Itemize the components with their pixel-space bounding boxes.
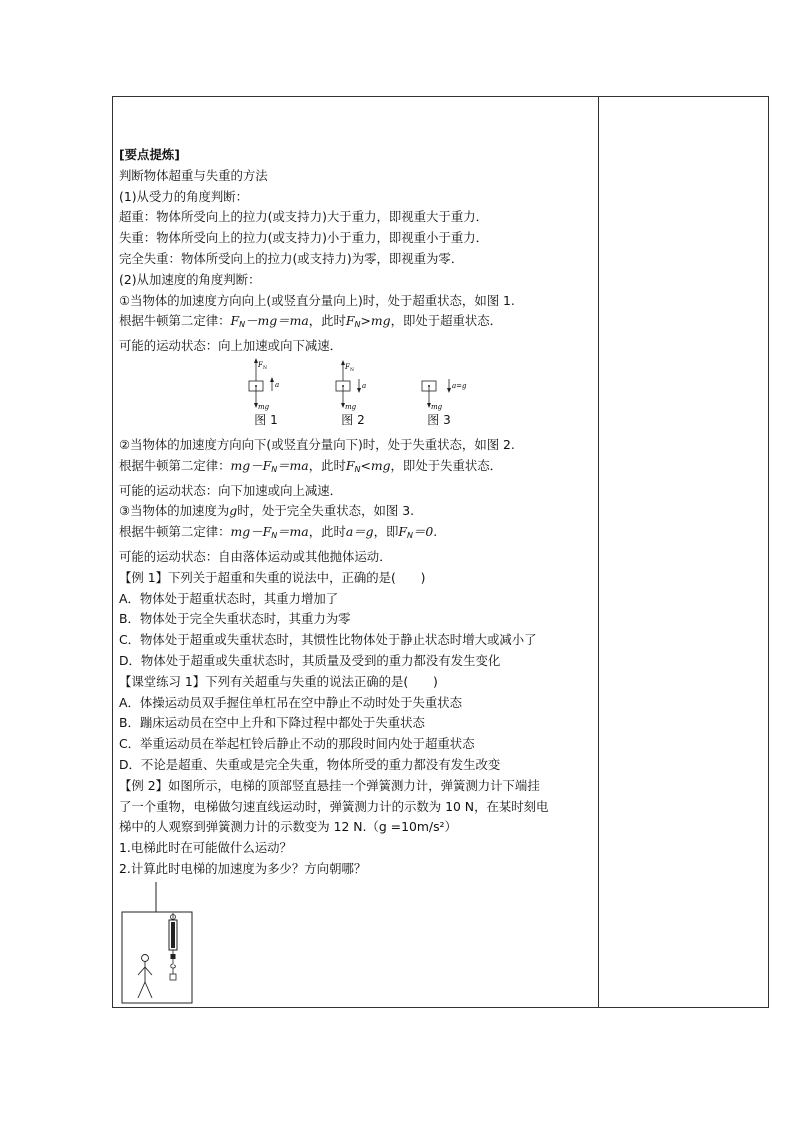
figure-3-caption: 图 3	[427, 412, 451, 427]
elevator-icon	[121, 882, 193, 1004]
figure-2	[330, 357, 410, 433]
text-line: 可能的运动状态：向上加速或向下减速．	[119, 338, 343, 354]
force-diagram-2-icon	[330, 357, 390, 413]
formula-line: ③当物体的加速度为g时，处于完全失重状态，如图 3.	[119, 503, 415, 519]
force-diagram-1-icon	[243, 357, 303, 413]
mg-label: mg	[431, 402, 443, 411]
text-line: ②当物体的加速度方向向下(或竖直分量向下)时，处于失重状态，如图 2.	[119, 436, 515, 452]
question-title: 【例 1】下列关于超重和失重的说法中，正确的是( )	[119, 569, 426, 585]
text-line: 梯中的人观察到弹簧测力计的示数变为 12 N.（g =10m/s²）	[119, 819, 457, 835]
question-title: 【课堂练习 1】下列有关超重与失重的说法正确的是( )	[119, 673, 438, 689]
option-c: C．物体处于超重或失重状态时，其惯性比物体处于静止状态时增大或减小了	[119, 632, 537, 648]
a-label: a	[275, 380, 280, 389]
text-line: 失重：物体所受向上的拉力(或支持力)小于重力，即视重小于重力．	[119, 230, 488, 246]
formula-line: 根据牛顿第二定律：$F_N-mg=ma$，此时$F_N>mg$，即处于超重状态．	[119, 313, 503, 330]
option-d: D．不论是超重、失重或是完全失重，物体所受的重力都没有发生改变	[119, 756, 501, 772]
text-line: ①当物体的加速度方向向上(或竖直分量向上)时，处于超重状态，如图 1.	[119, 292, 515, 308]
text-line: 可能的运动状态：自由落体运动或其他抛体运动．	[119, 548, 392, 564]
a-label: a	[362, 381, 367, 390]
main-content	[119, 145, 593, 880]
elevator-diagram	[121, 882, 193, 1004]
text-line: 判断物体超重与失重的方法	[119, 167, 268, 183]
sub-question: 1.电梯此时在可能做什么运动？	[119, 840, 292, 856]
text-line: 完全失重：物体所受向上的拉力(或支持力)为零，即视重为零．	[119, 250, 464, 266]
figure-3	[416, 357, 496, 433]
sub-question: 2.计算此时电梯的加速度为多少？方向朝哪？	[119, 860, 367, 876]
column-divider	[598, 96, 599, 1008]
text-line: 了一个重物，电梯做匀速直线运动时，弹簧测力计的示数为 10 N，在某时刻电	[119, 798, 549, 814]
option-a: A．物体处于超重状态时，其重力增加了	[119, 590, 339, 606]
option-c: C．举重运动员在举起杠铃后静止不动的那段时间内处于超重状态	[119, 736, 475, 752]
formula-line: 根据牛顿第二定律：$mg-F_N=ma$，此时$F_N<mg$，即处于失重状态．	[119, 457, 503, 474]
mg-label: mg	[258, 402, 270, 411]
formula-line: 根据牛顿第二定律：$mg-F_N=ma$，此时a＝g，即$F_N=0$.	[119, 524, 438, 541]
text-line: (1)从受力的角度判断：	[119, 188, 249, 204]
ag-label: a=g	[452, 381, 467, 390]
force-diagram-3-icon	[416, 357, 486, 413]
figure-1	[243, 357, 323, 433]
figure-1-caption: 图 1	[254, 412, 278, 427]
section-title: [要点提炼]	[119, 147, 180, 162]
option-b: B．物体处于完全失重状态时，其重力为零	[119, 611, 351, 627]
option-b: B．蹦床运动员在空中上升和下降过程中都处于失重状态	[119, 715, 425, 731]
fn-sub-label: N	[350, 367, 354, 373]
force-figures	[119, 357, 593, 435]
fn-label: F	[345, 362, 350, 371]
option-d: D．物体处于超重或失重状态时，其质量及受到的重力都没有发生变化	[119, 652, 501, 668]
text-line: (2)从加速度的角度判断：	[119, 271, 261, 287]
text-line: 超重：物体所受向上的拉力(或支持力)大于重力，即视重大于重力．	[119, 209, 488, 225]
mg-label: mg	[345, 402, 357, 411]
fn-sub-label: N	[263, 365, 267, 371]
option-a: A．体操运动员双手握住单杠吊在空中静止不动时处于失重状态	[119, 694, 463, 710]
question-title: 【例 2】如图所示，电梯的顶部竖直悬挂一个弹簧测力计，弹簧测力计下端挂	[119, 777, 540, 793]
text-line: 可能的运动状态：向下加速或向上减速．	[119, 482, 343, 498]
figure-2-caption: 图 2	[341, 412, 365, 427]
fn-label: F	[258, 360, 263, 369]
